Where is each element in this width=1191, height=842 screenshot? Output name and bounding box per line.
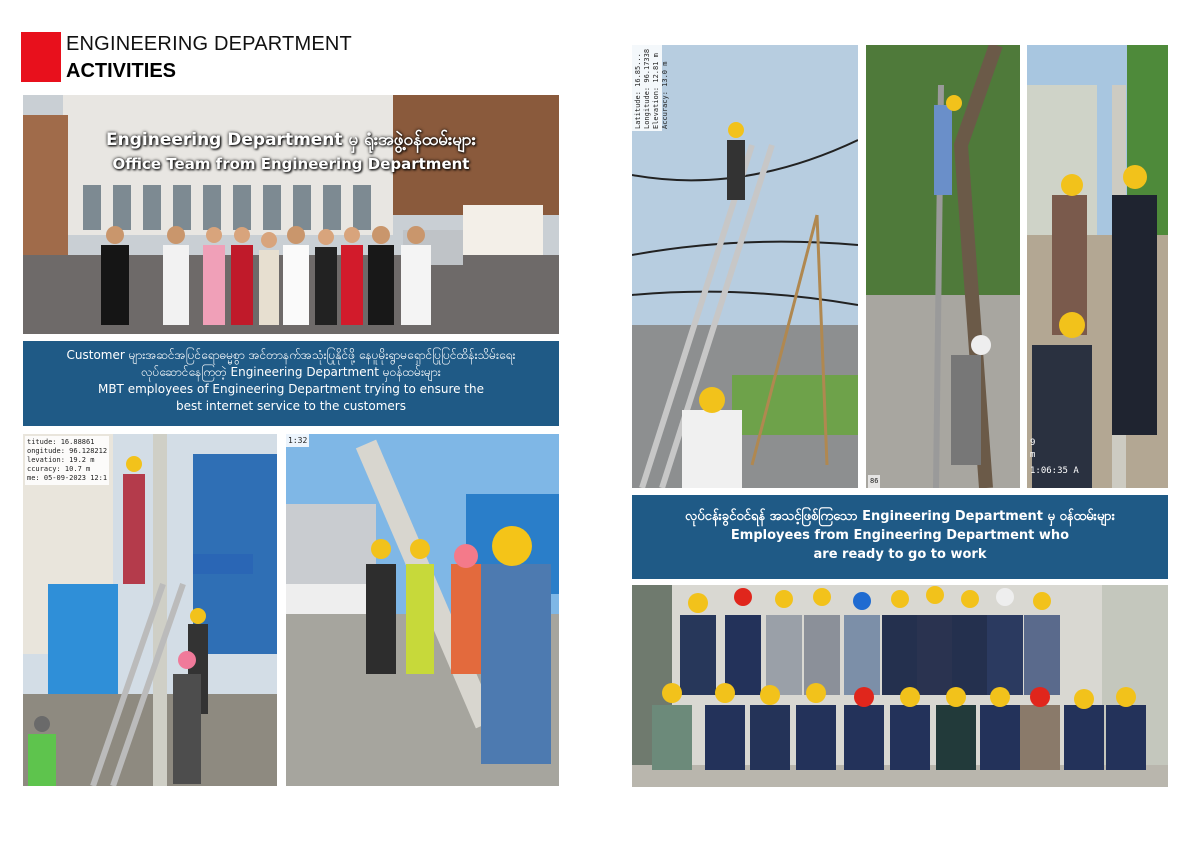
header-title-line2: ACTIVITIES: [66, 60, 177, 82]
ladder-cable-work-photo: [632, 45, 858, 488]
left-caption-line4: best internet service to the customers: [176, 399, 406, 413]
time-stamp-132: 1:32: [288, 436, 308, 445]
left-caption-box: [23, 341, 559, 426]
left-caption-line2: လုပ်ဆောင်နေကြတဲ့ Engineering Department မှဝန်ထမ်းများ: [141, 365, 441, 379]
office-photo-title-en: Office Team from Engineering Department: [112, 155, 470, 173]
tree-pole-climb-photo: [866, 45, 1020, 488]
time-stamp-right: 1:06:35 A: [1030, 466, 1079, 476]
engineering-team-photo: [632, 585, 1168, 787]
left-caption-line3: MBT employees of Engineering Department trying to ensure the: [97, 382, 485, 396]
office-team-photo: [23, 95, 559, 334]
left-caption-line1: Customer များအဆင်အပြင်ရောဓမ္မစွာ အင်တာနက်အသုံးပြုနိုင်ဖို့ နေပူမိုးရွာမရှောင်ပြုပြင်ထိန်းသိမ်းရေး: [66, 348, 516, 362]
pole-lifting-photo: [286, 434, 559, 786]
right-caption-line1: လုပ်ငန်းခွင်ဝင်ရန် အသင့်ဖြစ်ကြသော Engineering Department မှ ဝန်ထမ်းများ: [685, 509, 1115, 524]
brand-red-square: [21, 32, 61, 82]
right-caption-line2: Employees from Engineering Department who: [730, 528, 1070, 543]
street-pole-photo: [1027, 45, 1168, 488]
header-title-line1: ENGINEERING DEPARTMENT: [66, 33, 352, 55]
pole-maintenance-photo-1: [23, 434, 277, 786]
right-caption-box: [632, 495, 1168, 579]
gps-stamp-bottom-left: titude: 16.88861 ongitude: 96.128212 levation: 19.2 m ccuracy: 10.7 m me: 05-09-2023 12:1: [25, 436, 109, 485]
m-stamp: m: [1030, 450, 1036, 460]
gps-stamp-top-right: Latitude: 16.85... Longitude: 96.17338 Elevation: 12.81 m Accuracy: 13.0 m: [632, 45, 662, 131]
office-photo-title-mm: Engineering Department မှ ရုံးအဖွဲ့ဝန်ထမ်းများ: [106, 130, 476, 150]
time-stamp-86: 86: [868, 475, 880, 488]
right-caption-line3: are ready to go to work: [813, 547, 987, 562]
num-stamp: 9: [1030, 438, 1036, 448]
